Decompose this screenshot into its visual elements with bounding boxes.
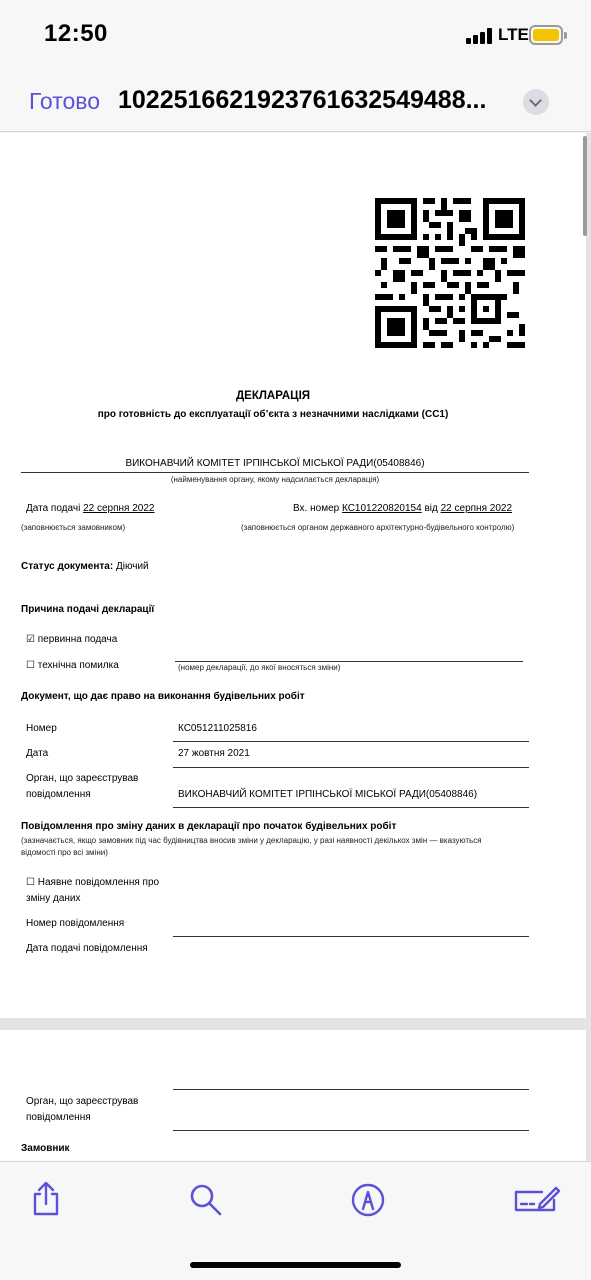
- network-type: LTE: [498, 25, 529, 44]
- permit-org-label-1: Орган, що зареєстрував: [26, 773, 139, 784]
- battery-icon: [529, 25, 563, 45]
- permit-org-line: [173, 807, 529, 808]
- incoming-number-row: [293, 503, 512, 514]
- incoming-number: КС101220820154: [341, 503, 422, 514]
- declaration-title: ДЕКЛАРАЦІЯ: [235, 390, 311, 402]
- incoming-date: 22 серпня 2022: [440, 503, 513, 514]
- share-icon[interactable]: [26, 1180, 66, 1220]
- reason-error-caption: (номер декларації, до якої вносяться зміни): [178, 663, 341, 672]
- cellular-signal-icon: [466, 28, 492, 44]
- page2-customer-heading: Замовник: [21, 1143, 70, 1154]
- reason-heading: Причина подачі декларації: [21, 604, 155, 615]
- document-status: [21, 561, 149, 572]
- incoming-caption: (заповнюється органом державного архітектурно-будівельного контролю): [241, 523, 515, 532]
- document-page-2: [0, 1030, 586, 1161]
- battery-tip: [564, 32, 567, 39]
- change-present-label-1: ☐ Наявне повідомлення про: [26, 877, 160, 888]
- page2-org-label-2: повідомлення: [26, 1112, 91, 1123]
- status-label: Статус документа:: [21, 561, 114, 572]
- submission-date-label: Дата подачі: [26, 503, 81, 514]
- declaration-subtitle: про готовність до експлуатації об’єкта з незначними наслідками (СС1): [97, 409, 449, 420]
- permit-heading: Документ, що дає право на виконання будівельних робіт: [21, 691, 305, 702]
- authority-caption: (найменування органу, якому надсилається декларація): [170, 475, 380, 484]
- change-present-label-2: зміну даних: [26, 893, 81, 904]
- permit-number: КС051211025816: [178, 723, 257, 734]
- done-button[interactable]: Готово: [29, 88, 101, 114]
- reason-primary-checkbox: ☑ первинна подача: [26, 634, 118, 645]
- permit-date-label: Дата: [26, 748, 49, 759]
- signature-icon[interactable]: [512, 1180, 562, 1220]
- permit-org: ВИКОНАВЧИЙ КОМІТЕТ ІРПІНСЬКОЇ МІСЬКОЇ РАДИ(05408846): [178, 789, 478, 800]
- permit-date-line: [173, 767, 529, 768]
- change-date-label: Дата подачі повідомлення: [26, 943, 148, 954]
- status-value: Діючий: [115, 561, 149, 572]
- authority-name: ВИКОНАВЧИЙ КОМІТЕТ ІРПІНСЬКОЇ МІСЬКОЇ РАДИ(05408846): [125, 458, 425, 469]
- scrollbar[interactable]: [583, 136, 587, 236]
- reason-error-line: [175, 661, 523, 662]
- reason-error-checkbox: ☐ технічна помилка: [26, 660, 119, 671]
- home-indicator[interactable]: [190, 1262, 401, 1268]
- change-number-label: Номер повідомлення: [26, 918, 125, 929]
- markup-icon[interactable]: [348, 1180, 388, 1220]
- submission-date: 22 серпня 2022: [83, 503, 155, 514]
- nav-bar: [0, 72, 591, 132]
- qr-code: [375, 198, 525, 348]
- permit-org-label-2: повідомлення: [26, 789, 91, 800]
- status-time: 12:50: [44, 20, 108, 47]
- document-title: 1022516621923761632549488...: [118, 86, 487, 114]
- change-note-2: відомості про всі зміни): [21, 848, 108, 857]
- page2-line-1: [173, 1089, 529, 1090]
- submission-date-row: [26, 503, 154, 514]
- incoming-from: від: [424, 503, 438, 514]
- permit-date: 27 жовтня 2021: [178, 748, 250, 759]
- submission-caption: (заповнюється замовником): [21, 523, 126, 532]
- change-note-1: (зазначається, якщо замовник під час будівництва вносив зміни у декларацію, у разі наявності декількох змін — вказуються: [21, 836, 482, 845]
- permit-number-label: Номер: [26, 723, 57, 734]
- page2-org-label-1: Орган, що зареєстрував: [26, 1096, 139, 1107]
- page2-line-2: [173, 1130, 529, 1131]
- change-number-line: [173, 936, 529, 937]
- chevron-down-icon[interactable]: [523, 89, 549, 115]
- status-bar: [0, 0, 591, 72]
- incoming-label: Вх. номер: [293, 503, 340, 514]
- search-icon[interactable]: [186, 1180, 226, 1220]
- authority-underline: [21, 472, 529, 473]
- change-heading: Повідомлення про зміну даних в декларації про початок будівельних робіт: [21, 821, 397, 832]
- document-viewer[interactable]: [0, 133, 591, 1161]
- permit-number-line: [173, 741, 529, 742]
- document-page-1: [0, 133, 586, 1018]
